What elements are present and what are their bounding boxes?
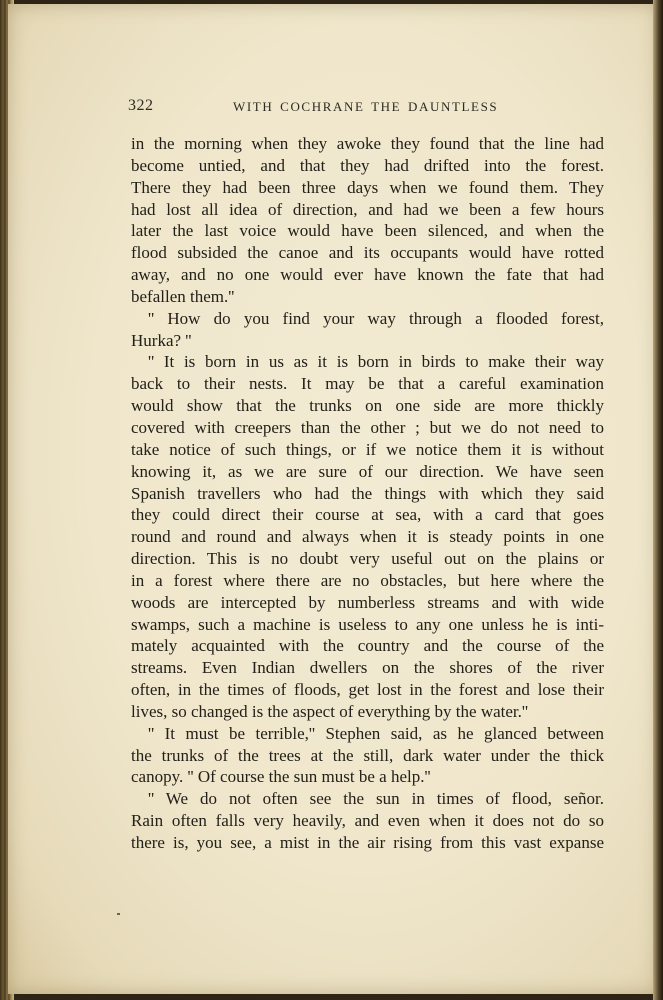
text-line: back to their nests. It may be that a careful examination (131, 374, 604, 394)
ink-speck (117, 913, 120, 915)
text-line: '' It is born in us as it is born in birds to make their way (148, 352, 604, 372)
text-line: the trunks of the trees at the still, dark water under the thick (131, 745, 604, 765)
page-right-edge (653, 0, 663, 1000)
text-line: There they had been three days when we found them. They (131, 177, 604, 197)
text-line: away, and no one would ever have known the fate that had (131, 265, 604, 285)
text-line: befallen them.'' (131, 286, 235, 306)
text-line: '' We do not often see the sun in times of flood, señor. (148, 789, 604, 809)
text-line: lives, so changed is the aspect of everything by the water.'' (131, 701, 529, 721)
text-line: become untied, and that they had drifted into the forest. (131, 155, 604, 175)
text-line: direction. This is no doubt very useful out on the plains or (131, 549, 604, 569)
text-line: would show that the trunks on one side are more thickly (131, 396, 604, 416)
text-line: flood subsided the canoe and its occupants would have rotted (131, 243, 604, 263)
page-header (123, 97, 603, 121)
text-line: streams. Even Indian dwellers on the shores of the river (131, 658, 604, 678)
text-line: swamps, such a machine is useless to any one unless he is inti- (131, 614, 604, 634)
text-line: knowing it, as we are sure of our direction. We have seen (131, 461, 604, 481)
text-line: '' How do you find your way through a flooded forest, (148, 308, 604, 328)
text-line: had lost all idea of direction, and had we been a few hours (131, 199, 604, 219)
text-line: in a forest where there are no obstacles, but here where the (131, 570, 604, 590)
text-line: canopy. '' Of course the sun must be a help.'' (131, 767, 431, 787)
text-line: Rain often falls very heavily, and even when it does not do so (131, 811, 604, 831)
text-line: round and round and always when it is steady points in one (131, 527, 604, 547)
text-line: later the last voice would have been silenced, and when the (131, 221, 604, 241)
text-line: there is, you see, a mist in the air rising from this vast expanse (131, 833, 604, 852)
text-line: covered with creepers than the other ; but we do not need to (131, 417, 604, 437)
text-line: woods are intercepted by numberless streams and with wide (131, 592, 604, 612)
text-line: mately acquainted with the country and the course of the (131, 636, 604, 656)
running-head: WITH COCHRANE THE DAUNTLESS (233, 99, 499, 114)
text-line: Hurka? '' (131, 330, 192, 350)
text-line: they could direct their course at sea, with a card that goes (131, 505, 604, 525)
text-line: often, in the times of floods, get lost in the forest and lose their (131, 680, 604, 700)
text-line: in the morning when they awoke they found that the line had (131, 134, 604, 153)
page-number: 322 (128, 97, 154, 114)
text-line: take notice of such things, or if we notice them it is without (131, 439, 604, 459)
text-line: '' It must be terrible,'' Stephen said, as he glanced between (148, 723, 604, 743)
body-text (131, 133, 604, 854)
text-line: Spanish travellers who had the things with which they said (131, 483, 604, 503)
